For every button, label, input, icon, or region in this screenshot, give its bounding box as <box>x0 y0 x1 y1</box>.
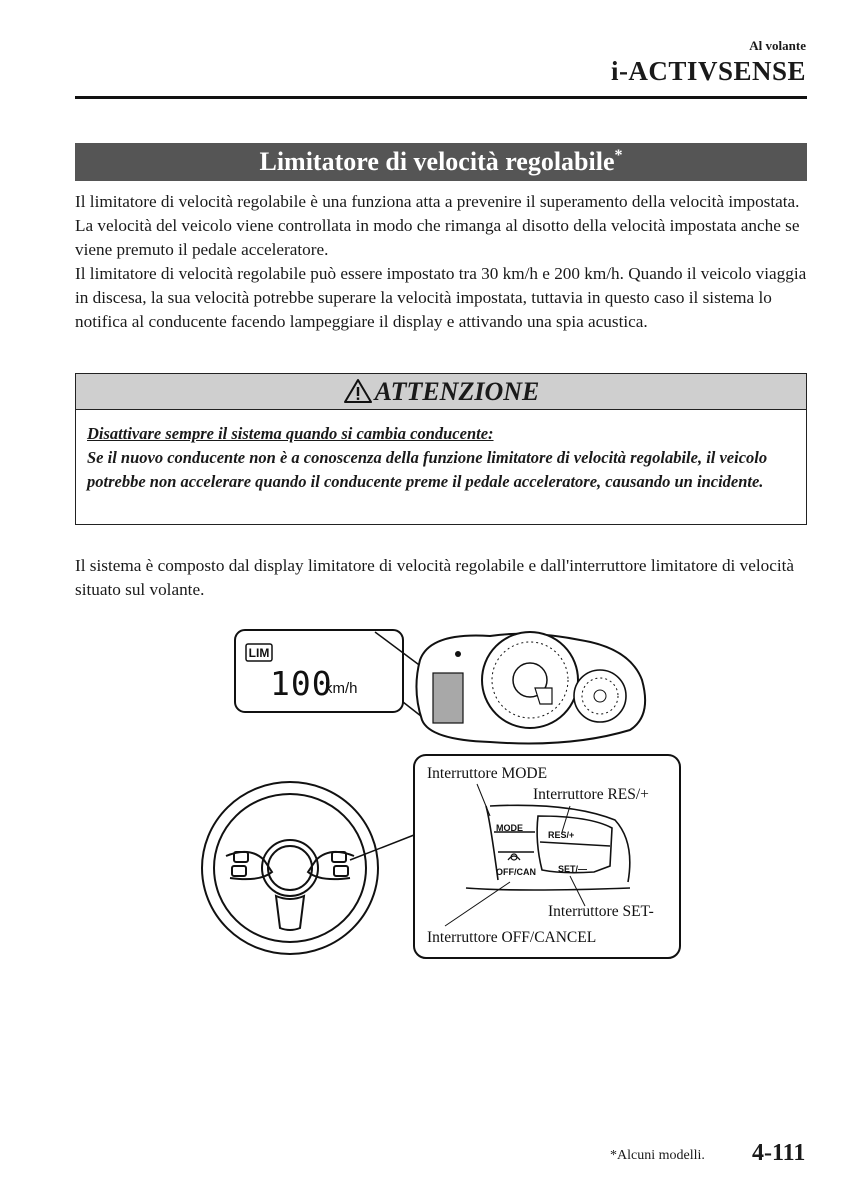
lim-label: LIM <box>248 646 270 660</box>
mode-button-text: MODE <box>496 823 523 833</box>
section-label: Al volante <box>749 38 806 53</box>
system-illustration <box>190 620 690 965</box>
warning-box <box>75 373 807 525</box>
page-number: 4-111 <box>752 1140 806 1166</box>
label-set-switch: Interruttore SET- <box>548 903 654 920</box>
range-paragraph: Il limitatore di velocità regolabile può essere impostato tra 30 km/h e 200 km/h. Quando il veicolo viaggia in discesa, la sua velocità potrebbe superare la velocità impostata, tuttavia in questo caso il sistema lo notifica al conducente facendo lampeggiare il display e attivando una spia acustica. <box>75 264 807 331</box>
footnote: *Alcuni modelli. <box>610 1148 705 1163</box>
chapter-title: i-ACTIVSENSE <box>610 56 806 86</box>
warning-heading: ATTENZIONE <box>374 377 540 406</box>
speed-limiter-display <box>433 673 463 723</box>
optional-marker: * <box>614 147 623 164</box>
page-title-text: Limitatore di velocità regolabile <box>259 147 615 176</box>
intro-paragraph: Il limitatore di velocità regolabile è una funziona atta a prevenire il superamento della velocità impostata. La velocità del veicolo viene controllata in modo che rimanga al disotto della velocità impostata anche se viene premuto il pedale acceleratore. <box>75 192 800 259</box>
label-mode-switch: Interruttore MODE <box>427 765 548 782</box>
speed-value: 100 <box>270 664 333 703</box>
steering-wheel <box>202 782 378 954</box>
res-button-text: RES/+ <box>548 830 575 840</box>
label-off-cancel-switch: Interruttore OFF/CANCEL <box>427 929 597 946</box>
warning-header <box>76 374 806 410</box>
page-title <box>75 143 807 181</box>
header-rule <box>75 96 807 99</box>
warning-lead: Disattivare sempre il sistema quando si cambia conducente: <box>87 424 494 443</box>
off-button-text: OFF/CAN <box>496 867 536 877</box>
speed-unit: km/h <box>325 680 358 697</box>
warning-text: Se il nuovo conducente non è a conoscenza della funzione limitatore di velocità regolabile, il veicolo potrebbe non accelerare quando il conducente preme il pedale acceleratore, causando un incidente. <box>87 448 768 491</box>
components-paragraph: Il sistema è composto dal display limitatore di velocità regolabile e dall'interruttore limitatore di velocità situato sul volante. <box>75 556 795 599</box>
warning-triangle-icon <box>343 378 373 404</box>
warning-body <box>87 422 799 494</box>
label-res-switch: Interruttore RES/+ <box>533 786 649 803</box>
set-button-text: SET/— <box>558 864 588 874</box>
